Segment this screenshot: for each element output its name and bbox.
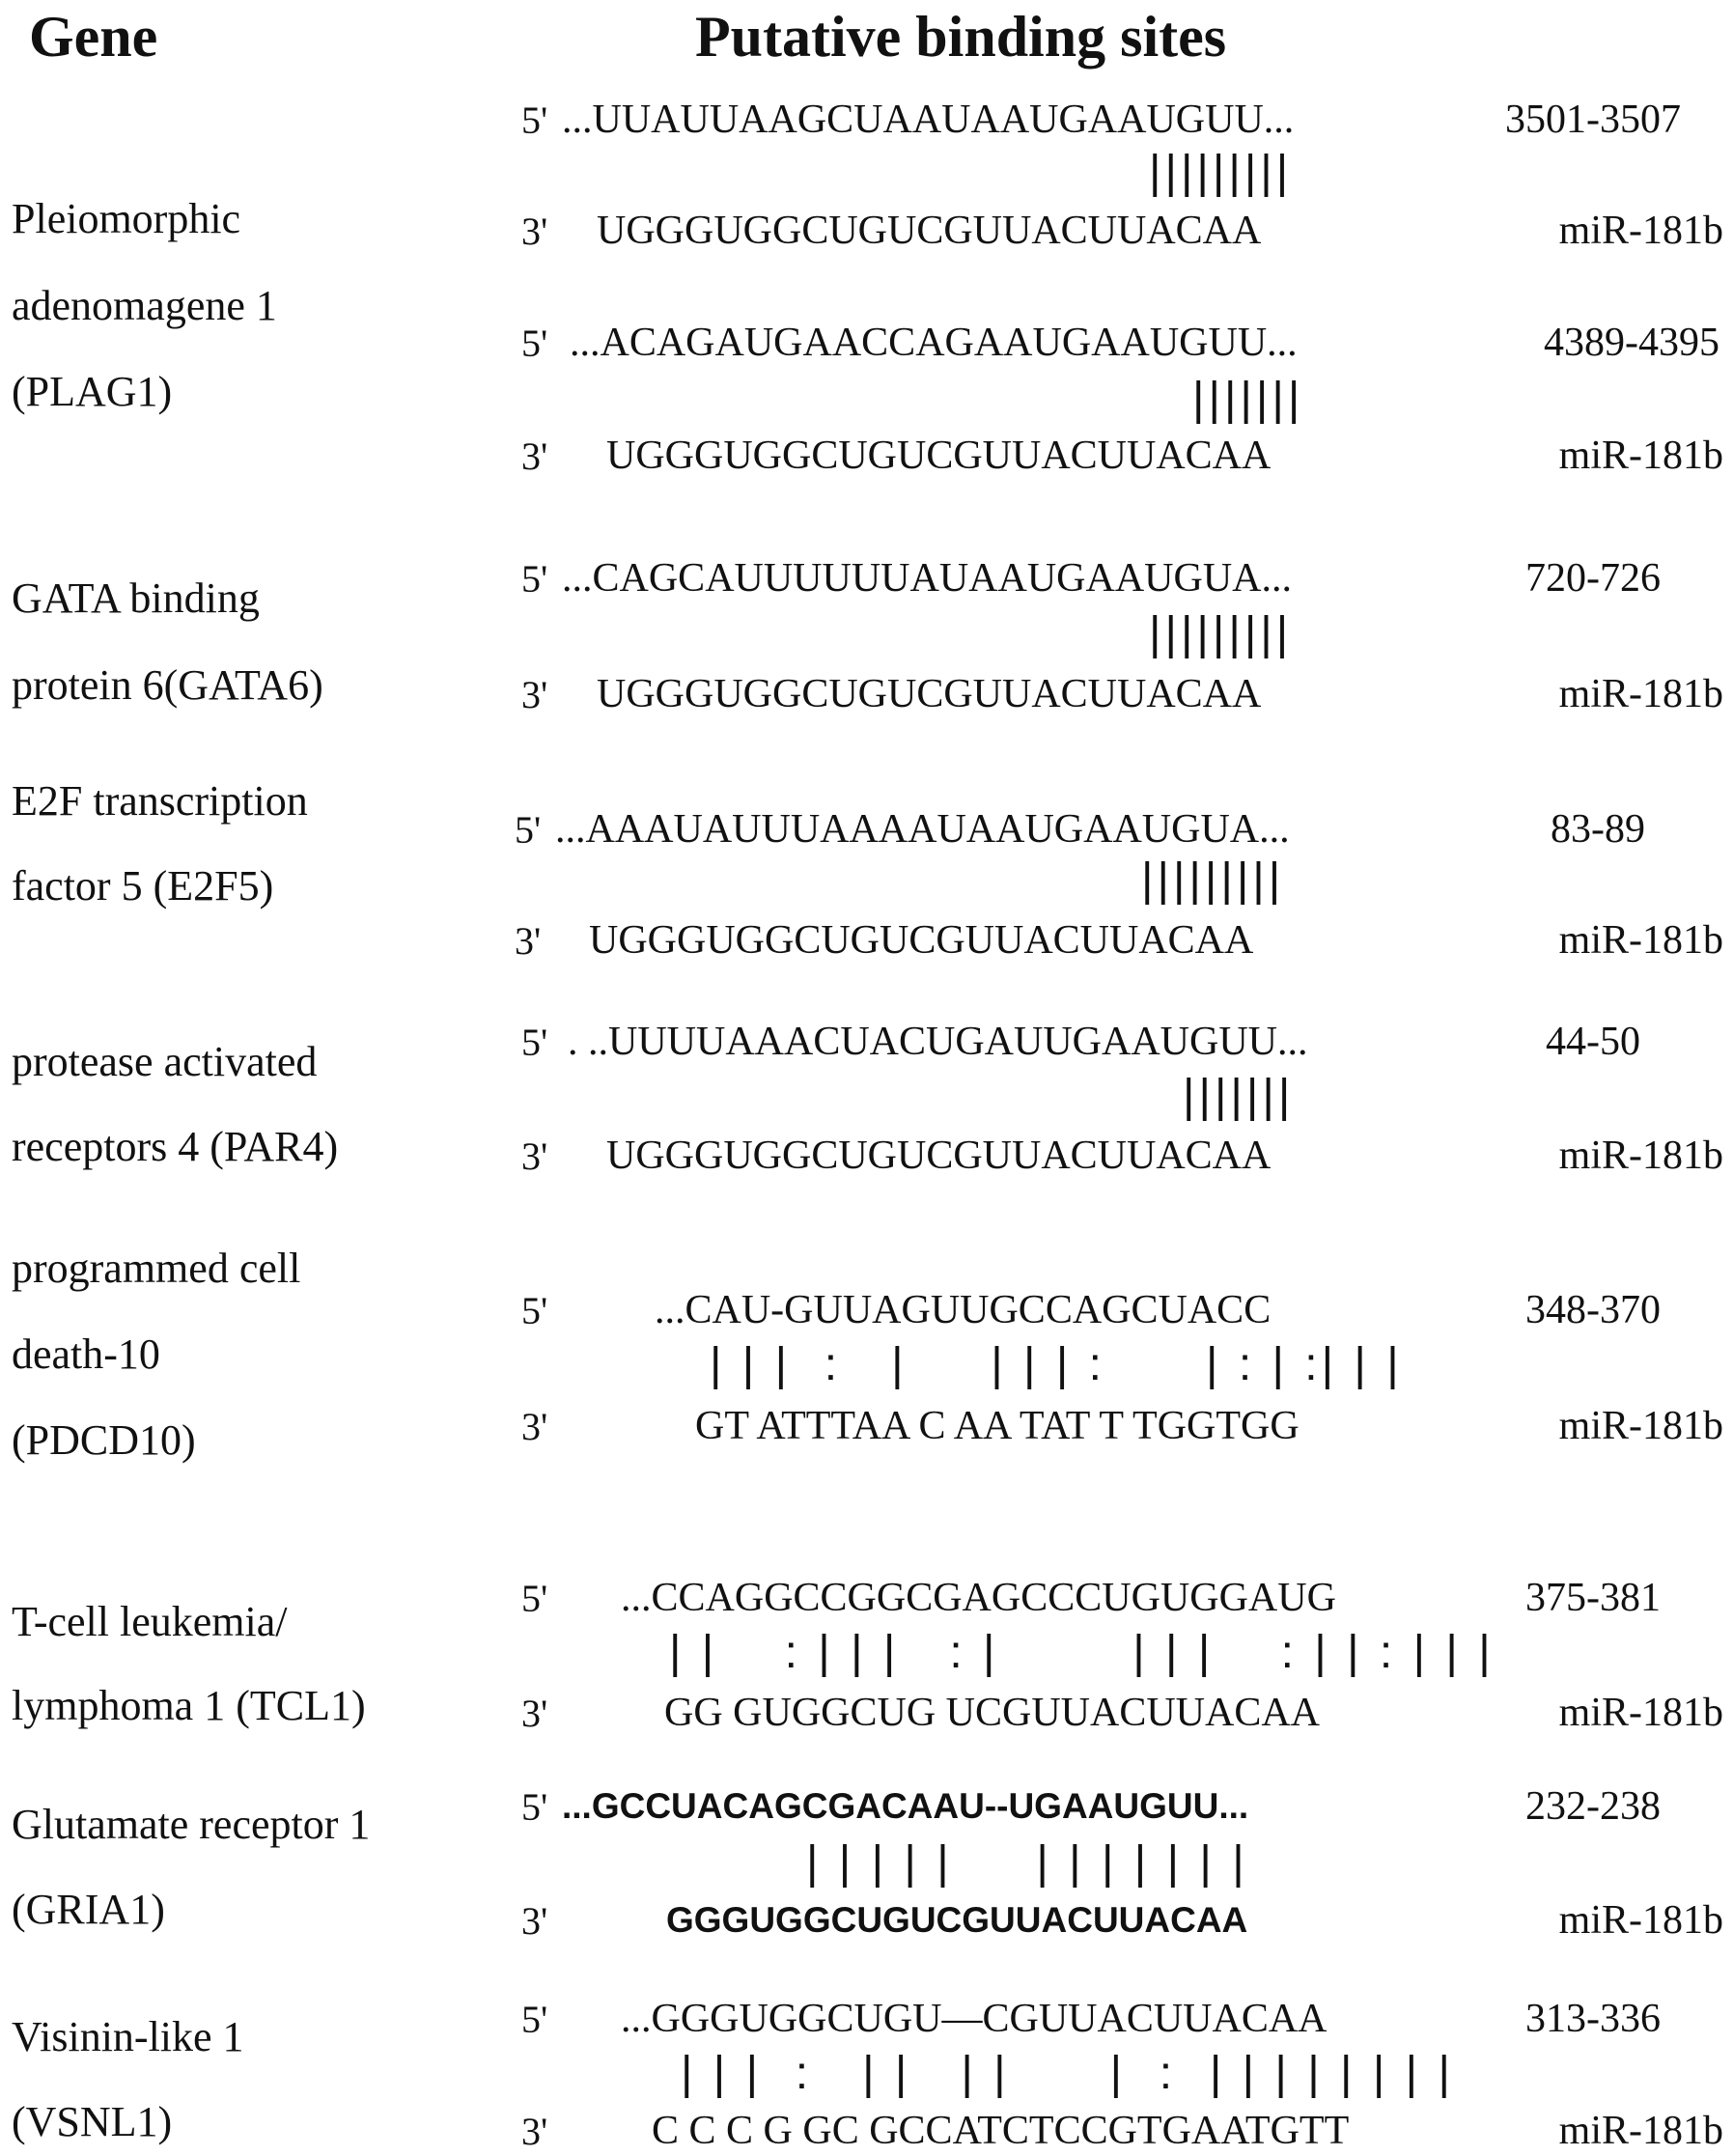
five-prime-label: 5' bbox=[521, 1021, 548, 1064]
mirna-name: miR-181b bbox=[1558, 1691, 1723, 1735]
mirna-sequence: GGGUGGCUGUCGUUACUUACAA bbox=[666, 1900, 1248, 1940]
site-position: 4389-4395 bbox=[1544, 321, 1719, 365]
gene-name-line: death-10 bbox=[12, 1330, 160, 1378]
mirna-name: miR-181b bbox=[1558, 918, 1723, 963]
site-position: 83-89 bbox=[1551, 807, 1645, 852]
mirna-name: miR-181b bbox=[1558, 1898, 1723, 1943]
base-pairing: | | : | | | : | | | | : | | : | | | bbox=[669, 1627, 1495, 1678]
gene-name-line: (PLAG1) bbox=[12, 368, 173, 415]
target-sequence: ...CAU-GUUAGUUGCCAGCUACC bbox=[655, 1288, 1272, 1332]
three-prime-label: 3' bbox=[521, 210, 548, 253]
three-prime-label: 3' bbox=[521, 1405, 548, 1448]
gene-name-line: (GRIA1) bbox=[12, 1886, 165, 1933]
gene-name-line: protein 6(GATA6) bbox=[12, 661, 323, 709]
gene-name-line: Pleiomorphic bbox=[12, 195, 241, 242]
gene-name-line: Visinin-like 1 bbox=[12, 2013, 244, 2060]
base-pairing: ||||||||| bbox=[1141, 854, 1285, 906]
gene-name-line: (VSNL1) bbox=[12, 2098, 173, 2145]
target-sequence: ...GCCUACAGCGACAAU--UGAAUGUU... bbox=[562, 1786, 1249, 1826]
target-sequence: ...UUAUUAAGCUAAUAAUGAAUGUU... bbox=[562, 98, 1295, 142]
mirna-name: miR-181b bbox=[1558, 209, 1723, 253]
five-prime-label: 5' bbox=[521, 98, 548, 142]
three-prime-label: 3' bbox=[521, 1134, 548, 1178]
mirna-name: miR-181b bbox=[1558, 672, 1723, 716]
three-prime-label: 3' bbox=[515, 919, 542, 963]
three-prime-label: 3' bbox=[521, 434, 548, 478]
target-sequence: ...AAAUAUUUAAAAUAAUGAAUGUA... bbox=[555, 807, 1290, 852]
mirna-sequence: C C C G GC GCCATCTCCGTGAATGTT bbox=[652, 2109, 1350, 2153]
three-prime-label: 3' bbox=[521, 2110, 548, 2153]
gene-name-line: programmed cell bbox=[12, 1245, 301, 1292]
three-prime-label: 3' bbox=[521, 1692, 548, 1735]
base-pairing: | | | : | | | | : | : | :| | | bbox=[710, 1339, 1403, 1390]
site-position: 313-336 bbox=[1525, 1997, 1661, 2041]
base-pairing: | | | : | | | | | : | | | | | | | | bbox=[681, 2048, 1454, 2099]
target-sequence: . ..UUUUAAACUACUGAUUGAAUGUU... bbox=[568, 1020, 1308, 1064]
mirna-name: miR-181b bbox=[1558, 1134, 1723, 1178]
mirna-name: miR-181b bbox=[1558, 434, 1723, 478]
gene-name-line: Glutamate receptor 1 bbox=[12, 1801, 371, 1848]
mirna-sequence: UGGGUGGCUGUCGUUACUUACAA bbox=[606, 434, 1272, 478]
gene-name-line: E2F transcription bbox=[12, 777, 308, 825]
mirna-sequence: UGGGUGGCUGUCGUUACUUACAA bbox=[597, 672, 1262, 716]
gene-name-line: receptors 4 (PAR4) bbox=[12, 1123, 339, 1170]
mirna-name: miR-181b bbox=[1558, 1404, 1723, 1448]
gene-name-line: adenomagene 1 bbox=[12, 282, 277, 329]
three-prime-label: 3' bbox=[521, 673, 548, 716]
mirna-sequence: UGGGUGGCUGUCGUUACUUACAA bbox=[597, 209, 1262, 253]
target-sequence: ...ACAGAUGAACCAGAAUGAAUGUU... bbox=[570, 321, 1298, 365]
base-pairing: ||||||| bbox=[1183, 1071, 1295, 1122]
site-position: 232-238 bbox=[1525, 1784, 1661, 1829]
five-prime-label: 5' bbox=[521, 557, 548, 601]
site-position: 44-50 bbox=[1546, 1020, 1640, 1064]
five-prime-label: 5' bbox=[521, 1577, 548, 1620]
gene-column-header: Gene bbox=[29, 5, 158, 69]
target-sequence: ...CCAGGCCGGCGAGCCCUGUGGAUG bbox=[621, 1576, 1336, 1620]
five-prime-label: 5' bbox=[521, 1998, 548, 2041]
target-sequence: ...GGGUGGCUGU—CGUUACUUACAA bbox=[621, 1997, 1328, 2041]
site-position: 720-726 bbox=[1525, 556, 1661, 601]
target-sequence: ...CAGCAUUUUUUAUAAUGAAUGUA... bbox=[562, 556, 1292, 601]
binding-sites-column-header: Putative binding sites bbox=[695, 5, 1227, 69]
base-pairing: | | | | | | | | | | | | bbox=[806, 1837, 1248, 1889]
gene-name-line: protease activated bbox=[12, 1038, 318, 1085]
five-prime-label: 5' bbox=[521, 322, 548, 365]
base-pairing: ||||||||| bbox=[1149, 147, 1293, 198]
five-prime-label: 5' bbox=[521, 1289, 548, 1332]
gene-name-line: lymphoma 1 (TCL1) bbox=[12, 1682, 366, 1729]
site-position: 375-381 bbox=[1525, 1576, 1661, 1620]
mirna-name: miR-181b bbox=[1558, 2109, 1723, 2153]
gene-name-line: factor 5 (E2F5) bbox=[12, 862, 274, 910]
site-position: 3501-3507 bbox=[1505, 98, 1681, 142]
mirna-sequence: GT ATTTAA C AA TAT T TGGTGG bbox=[695, 1404, 1300, 1448]
site-position: 348-370 bbox=[1525, 1288, 1661, 1332]
gene-name-line: T-cell leukemia/ bbox=[12, 1598, 288, 1645]
five-prime-label: 5' bbox=[521, 1785, 548, 1829]
mirna-sequence: GG GUGGCUG UCGUUACUUACAA bbox=[664, 1691, 1321, 1735]
gene-name-line: GATA binding bbox=[12, 574, 260, 622]
three-prime-label: 3' bbox=[521, 1899, 548, 1943]
mirna-sequence: UGGGUGGCUGUCGUUACUUACAA bbox=[589, 918, 1254, 963]
mirna-sequence: UGGGUGGCUGUCGUUACUUACAA bbox=[606, 1134, 1272, 1178]
base-pairing: ||||||| bbox=[1192, 374, 1304, 425]
base-pairing: ||||||||| bbox=[1149, 608, 1293, 659]
gene-name-line: (PDCD10) bbox=[12, 1416, 196, 1464]
five-prime-label: 5' bbox=[515, 808, 542, 852]
